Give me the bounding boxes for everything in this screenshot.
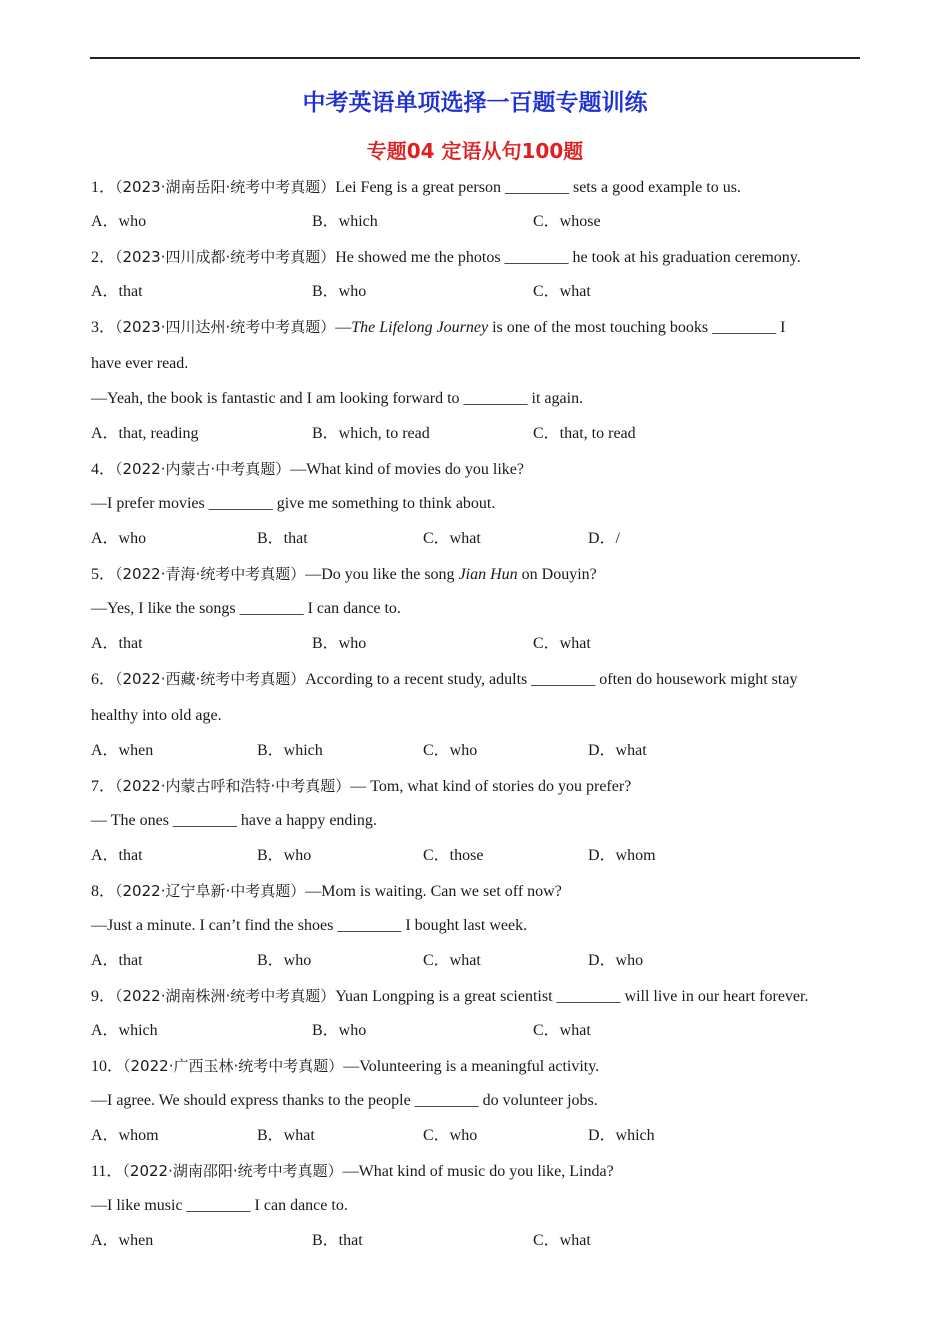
answer-option[interactable]: B．what xyxy=(257,1127,315,1144)
question-text: Lei Feng is a great person ________ sets a good example to us. xyxy=(335,179,741,196)
question-source: （2022·内蒙古·中考真题） xyxy=(115,460,291,478)
answer-option[interactable]: C．that, to read xyxy=(533,425,636,442)
header-rule xyxy=(90,57,860,59)
answer-option[interactable]: A．that xyxy=(91,952,143,969)
answer-option[interactable]: A．which xyxy=(91,1022,158,1039)
question-stem xyxy=(91,986,808,1007)
answer-option[interactable]: B．who xyxy=(312,635,367,652)
question-number: 9． xyxy=(91,988,116,1005)
answer-option[interactable]: B．who xyxy=(257,952,312,969)
question-line: —Yes, I like the songs ________ I can dance to. xyxy=(91,600,401,617)
question-source: （2022·西藏·统考中考真题） xyxy=(115,670,306,688)
question-stem xyxy=(91,459,524,480)
question-number: 4． xyxy=(91,461,116,478)
answer-option[interactable]: A．when xyxy=(91,1232,154,1249)
question-number: 3． xyxy=(91,319,116,336)
question-number: 6． xyxy=(91,671,116,688)
question-italic-title: Jian Hun xyxy=(458,566,518,583)
answer-option[interactable]: C．what xyxy=(423,952,481,969)
question-number: 8． xyxy=(91,883,116,900)
question-source: （2023·湖南岳阳·统考中考真题） xyxy=(115,178,336,196)
question-text: —What kind of music do you like, Linda? xyxy=(342,1163,614,1180)
question-source: （2022·广西玉林·统考中考真题） xyxy=(123,1057,344,1075)
question-stem xyxy=(91,1161,614,1182)
question-number: 5． xyxy=(91,566,116,583)
question-source: （2022·湖南邵阳·统考中考真题） xyxy=(122,1162,343,1180)
question-text: —Do you like the song xyxy=(305,566,459,583)
question-line: —I prefer movies ________ give me something to think about. xyxy=(91,495,496,512)
answer-option[interactable]: D．what xyxy=(588,742,647,759)
answer-option[interactable]: B．that xyxy=(257,530,308,547)
question-source: （2023·四川成都·统考中考真题） xyxy=(115,248,336,266)
question-text: —What kind of movies do you like? xyxy=(290,461,524,478)
answer-option[interactable]: B．who xyxy=(257,847,312,864)
question-line: have ever read. xyxy=(91,355,189,372)
answer-option[interactable]: C．who xyxy=(423,742,478,759)
answer-option[interactable]: C．what xyxy=(533,1232,591,1249)
question-stem xyxy=(91,564,597,585)
page-subtitle: 专题04 定语从句100题 xyxy=(366,139,584,163)
question-number: 10． xyxy=(91,1058,124,1075)
answer-option[interactable]: B．which xyxy=(257,742,323,759)
question-line: —I agree. We should express thanks to the people ________ do volunteer jobs. xyxy=(91,1092,598,1109)
answer-option[interactable]: C．what xyxy=(533,1022,591,1039)
answer-option[interactable]: D．whom xyxy=(588,847,656,864)
question-stem xyxy=(91,317,785,338)
question-text-tail: on Douyin? xyxy=(517,566,597,583)
answer-option[interactable]: B．who xyxy=(312,1022,367,1039)
question-text: — Tom, what kind of stories do you prefer? xyxy=(350,778,632,795)
question-text: —Mom is waiting. Can we set off now? xyxy=(305,883,562,900)
question-number: 2． xyxy=(91,249,116,266)
answer-option[interactable]: C．what xyxy=(533,283,591,300)
question-source: （2023·四川达州·统考中考真题） xyxy=(115,318,336,336)
answer-option[interactable]: B．which xyxy=(312,213,378,230)
answer-option[interactable]: A．that, reading xyxy=(91,425,199,442)
answer-option[interactable]: C．what xyxy=(423,530,481,547)
question-line: —Yeah, the book is fantastic and I am looking forward to ________ it again. xyxy=(91,390,584,407)
question-text: —Volunteering is a meaningful activity. xyxy=(343,1058,600,1075)
answer-option[interactable]: C．who xyxy=(423,1127,478,1144)
answer-option[interactable]: A．that xyxy=(91,635,143,652)
question-number: 7． xyxy=(91,778,116,795)
answer-option[interactable]: D．/ xyxy=(588,530,621,547)
answer-option[interactable]: C．what xyxy=(533,635,591,652)
question-number: 1． xyxy=(91,179,116,196)
question-italic-title: The Lifelong Journey xyxy=(351,319,489,336)
question-line: healthy into old age. xyxy=(91,707,222,724)
answer-option[interactable]: B．that xyxy=(312,1232,363,1249)
question-stem xyxy=(91,881,562,902)
answer-option[interactable]: A．when xyxy=(91,742,154,759)
question-stem xyxy=(91,1056,599,1077)
question-line: — The ones ________ have a happy ending. xyxy=(91,812,377,829)
question-stem xyxy=(91,669,797,690)
question-text: According to a recent study, adults ________ often do housework might stay xyxy=(305,671,798,688)
answer-option[interactable]: A．who xyxy=(91,530,147,547)
answer-option[interactable]: A．whom xyxy=(91,1127,159,1144)
question-number: 11． xyxy=(91,1163,123,1180)
question-line: —I like music ________ I can dance to. xyxy=(91,1197,348,1214)
question-source: （2022·青海·统考中考真题） xyxy=(115,565,306,583)
question-text: Yuan Longping is a great scientist ________ will live in our heart forever. xyxy=(335,988,809,1005)
question-line: —Just a minute. I can’t find the shoes ________ I bought last week. xyxy=(91,917,528,934)
question-text-tail: is one of the most touching books ________ I xyxy=(488,319,786,336)
page-title: 中考英语单项选择一百题专题训练 xyxy=(302,90,648,116)
answer-option[interactable]: C．whose xyxy=(533,213,601,230)
answer-option[interactable]: A．that xyxy=(91,283,143,300)
question-source: （2022·内蒙古呼和浩特·中考真题） xyxy=(115,777,351,795)
question-stem xyxy=(91,177,741,198)
question-text: He showed me the photos ________ he took at his graduation ceremony. xyxy=(335,249,801,266)
answer-option[interactable]: B．which, to read xyxy=(312,425,430,442)
question-stem xyxy=(91,776,631,797)
question-text: — xyxy=(335,319,352,336)
answer-option[interactable]: A．that xyxy=(91,847,143,864)
answer-option[interactable]: A．who xyxy=(91,213,147,230)
answer-option[interactable]: B．who xyxy=(312,283,367,300)
answer-option[interactable]: D．who xyxy=(588,952,644,969)
answer-option[interactable]: D．which xyxy=(588,1127,655,1144)
question-source: （2022·湖南株洲·统考中考真题） xyxy=(115,987,336,1005)
answer-option[interactable]: C．those xyxy=(423,847,484,864)
question-source: （2022·辽宁阜新·中考真题） xyxy=(115,882,306,900)
question-stem xyxy=(91,247,801,268)
